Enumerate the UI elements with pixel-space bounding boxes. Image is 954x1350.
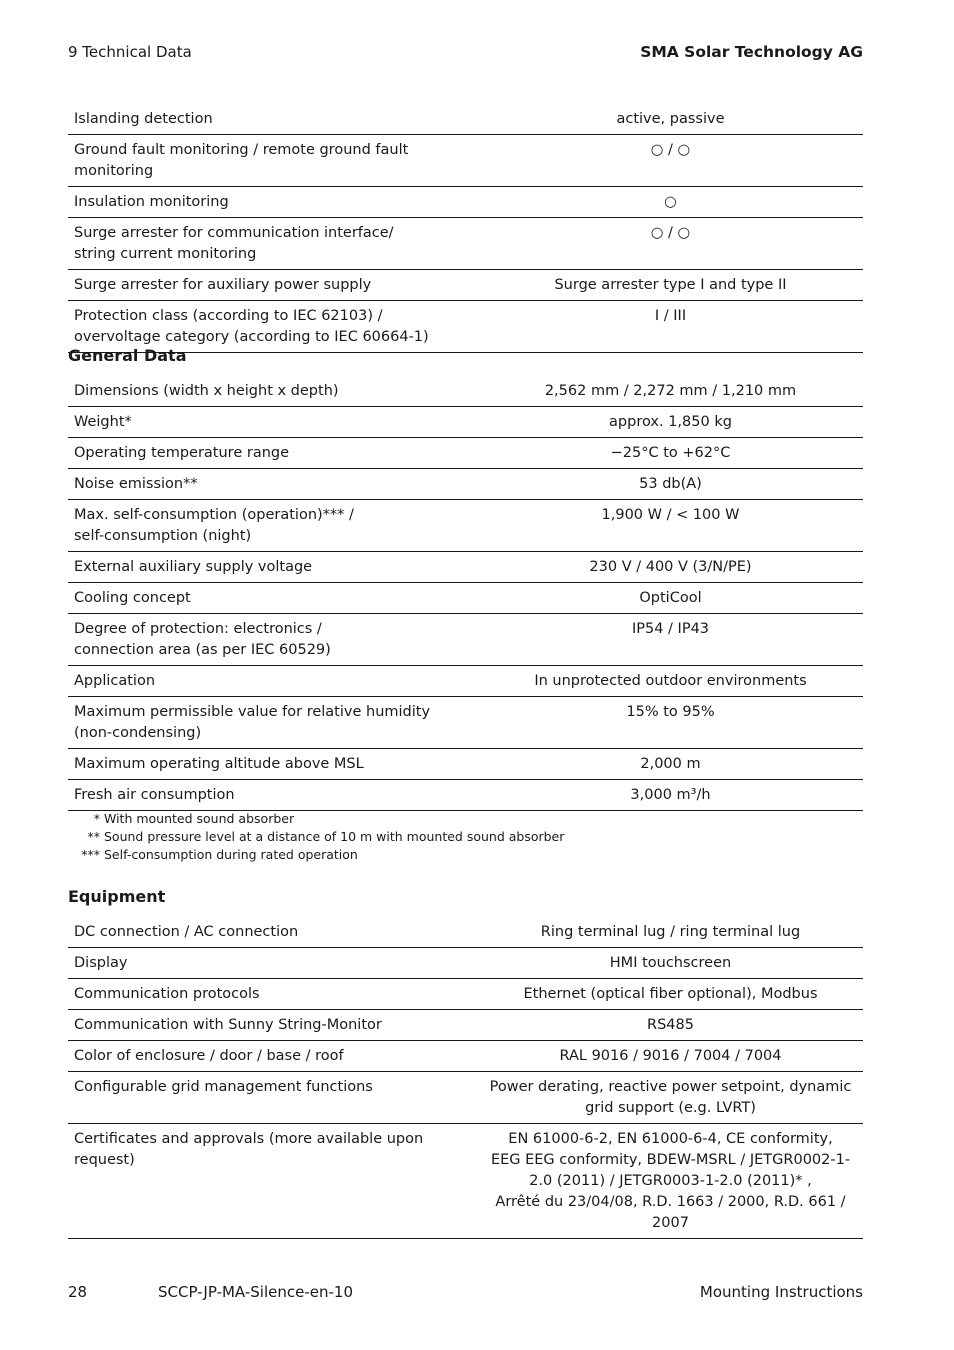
table-row	[68, 1041, 863, 1072]
row-value: 1,900 W / < 100 W	[601, 507, 740, 523]
row-value: 230 V / 400 V (3/N/PE)	[589, 559, 752, 575]
row-label: Insulation monitoring	[74, 194, 229, 210]
table-row	[68, 438, 863, 469]
footnotes	[68, 810, 564, 864]
row-label: Ground fault monitoring / remote ground fault monitoring	[74, 142, 409, 179]
row-value: ○ / ○	[650, 225, 691, 241]
page-header	[68, 43, 863, 65]
table-row	[68, 187, 863, 218]
row-value: I / III	[654, 308, 687, 324]
table-row	[68, 979, 863, 1010]
row-label: Cooling concept	[74, 590, 191, 606]
row-value: 53 db(A)	[639, 476, 702, 492]
row-value: In unprotected outdoor environments	[534, 673, 807, 689]
row-value: active, passive	[616, 111, 725, 127]
row-value: ○ / ○	[650, 142, 691, 158]
table-row	[68, 301, 863, 353]
protection-table	[68, 104, 863, 353]
table-row	[68, 614, 863, 666]
row-label: External auxiliary supply voltage	[74, 559, 313, 575]
table-row	[68, 697, 863, 749]
row-value: ○	[664, 194, 677, 210]
row-value: HMI touchscreen	[609, 955, 732, 971]
table-row	[68, 1124, 863, 1239]
document-type: Mounting Instructions	[699, 1283, 863, 1301]
footnote-text: With mounted sound absorber	[104, 811, 295, 826]
row-label: Protection class (according to IEC 62103) / overvoltage category (according to IEC 60664-1)	[74, 308, 429, 345]
row-label: Surge arrester for auxiliary power supply	[74, 277, 372, 293]
section-heading: 9 Technical Data	[68, 43, 192, 61]
row-label: Configurable grid management functions	[74, 1079, 373, 1095]
page-number: 28	[68, 1283, 88, 1301]
row-value: 3,000 m³/h	[630, 787, 711, 803]
table-row	[68, 469, 863, 500]
row-value: approx. 1,850 kg	[609, 414, 732, 430]
row-label: Certificates and approvals (more available upon request)	[74, 1131, 424, 1168]
row-label: Islanding detection	[74, 111, 213, 127]
row-label: Dimensions (width x height x depth)	[74, 383, 339, 399]
row-label: Degree of protection: electronics / connection area (as per IEC 60529)	[74, 621, 331, 658]
table-row	[68, 917, 863, 948]
footnote-mark: ***	[81, 847, 100, 862]
table-row	[68, 1010, 863, 1041]
row-value: Ring terminal lug / ring terminal lug	[540, 924, 801, 940]
footnote-text: Sound pressure level at a distance of 10 m with mounted sound absorber	[104, 829, 565, 844]
company-name: SMA Solar Technology AG	[640, 43, 863, 61]
table-row	[68, 583, 863, 614]
row-value: IP54 / IP43	[631, 621, 710, 637]
table-row	[68, 135, 863, 187]
row-label: Fresh air consumption	[74, 787, 235, 803]
footnote-mark: **	[87, 829, 100, 844]
footnote-mark: *	[93, 811, 100, 826]
equipment-title: Equipment	[68, 887, 166, 906]
row-value: EN 61000-6-2, EN 61000-6-4, CE conformity, EEG EEG conformity, BDEW-MSRL / JETGR0002-1-2.0 (2011) / JETGR0003-1-2.0 (2011)* , Arrêté du 23/04/08, R.D. 1663 / 2000, R.D. 661 / 2007	[490, 1131, 851, 1231]
row-label: DC connection / AC connection	[74, 924, 299, 940]
protection-table-section	[68, 104, 863, 353]
row-label: Maximum permissible value for relative humidity (non-condensing)	[74, 704, 431, 741]
row-label: Display	[74, 955, 128, 971]
row-label: Weight*	[74, 414, 132, 430]
table-row	[68, 104, 863, 135]
row-value: 2,562 mm / 2,272 mm / 1,210 mm	[544, 383, 797, 399]
table-row	[68, 552, 863, 583]
row-label: Color of enclosure / door / base / roof	[74, 1048, 344, 1064]
row-value: Surge arrester type I and type II	[554, 277, 787, 293]
table-row	[68, 780, 863, 811]
table-row	[68, 218, 863, 270]
row-label: Noise emission**	[74, 476, 198, 492]
row-value: OptiCool	[639, 590, 702, 606]
row-label: Maximum operating altitude above MSL	[74, 756, 364, 772]
row-value: 15% to 95%	[626, 704, 715, 720]
row-label: Application	[74, 673, 156, 689]
row-label: Max. self-consumption (operation)*** / self-consumption (night)	[74, 507, 354, 544]
footnote	[68, 846, 564, 864]
row-label: Communication with Sunny String-Monitor	[74, 1017, 382, 1033]
equipment-table	[68, 917, 863, 1239]
table-row	[68, 749, 863, 780]
table-row	[68, 948, 863, 979]
general-data-table	[68, 376, 863, 811]
row-value: 2,000 m	[640, 756, 701, 772]
table-row	[68, 666, 863, 697]
table-row	[68, 270, 863, 301]
footnote	[68, 828, 564, 846]
row-label: Operating temperature range	[74, 445, 290, 461]
row-label: Communication protocols	[74, 986, 260, 1002]
footnote-text: Self-consumption during rated operation	[104, 847, 358, 862]
row-value: Power derating, reactive power setpoint, dynamic grid support (e.g. LVRT)	[489, 1079, 852, 1116]
general-table-section	[68, 376, 863, 811]
table-row	[68, 376, 863, 407]
row-value: RS485	[647, 1017, 694, 1033]
page-footer	[68, 1283, 863, 1305]
general-data-title: General Data	[68, 346, 187, 365]
equipment-table-section	[68, 917, 863, 1239]
row-value: RAL 9016 / 9016 / 7004 / 7004	[559, 1048, 782, 1064]
table-row	[68, 1072, 863, 1124]
table-row	[68, 500, 863, 552]
document-id: SCCP-JP-MA-Silence-en-10	[158, 1283, 353, 1301]
table-row	[68, 407, 863, 438]
row-value: Ethernet (optical fiber optional), Modbus	[523, 986, 818, 1002]
row-label: Surge arrester for communication interface/ string current monitoring	[74, 225, 394, 262]
row-value: −25°C to +62°C	[610, 445, 731, 461]
footnote	[68, 810, 564, 828]
